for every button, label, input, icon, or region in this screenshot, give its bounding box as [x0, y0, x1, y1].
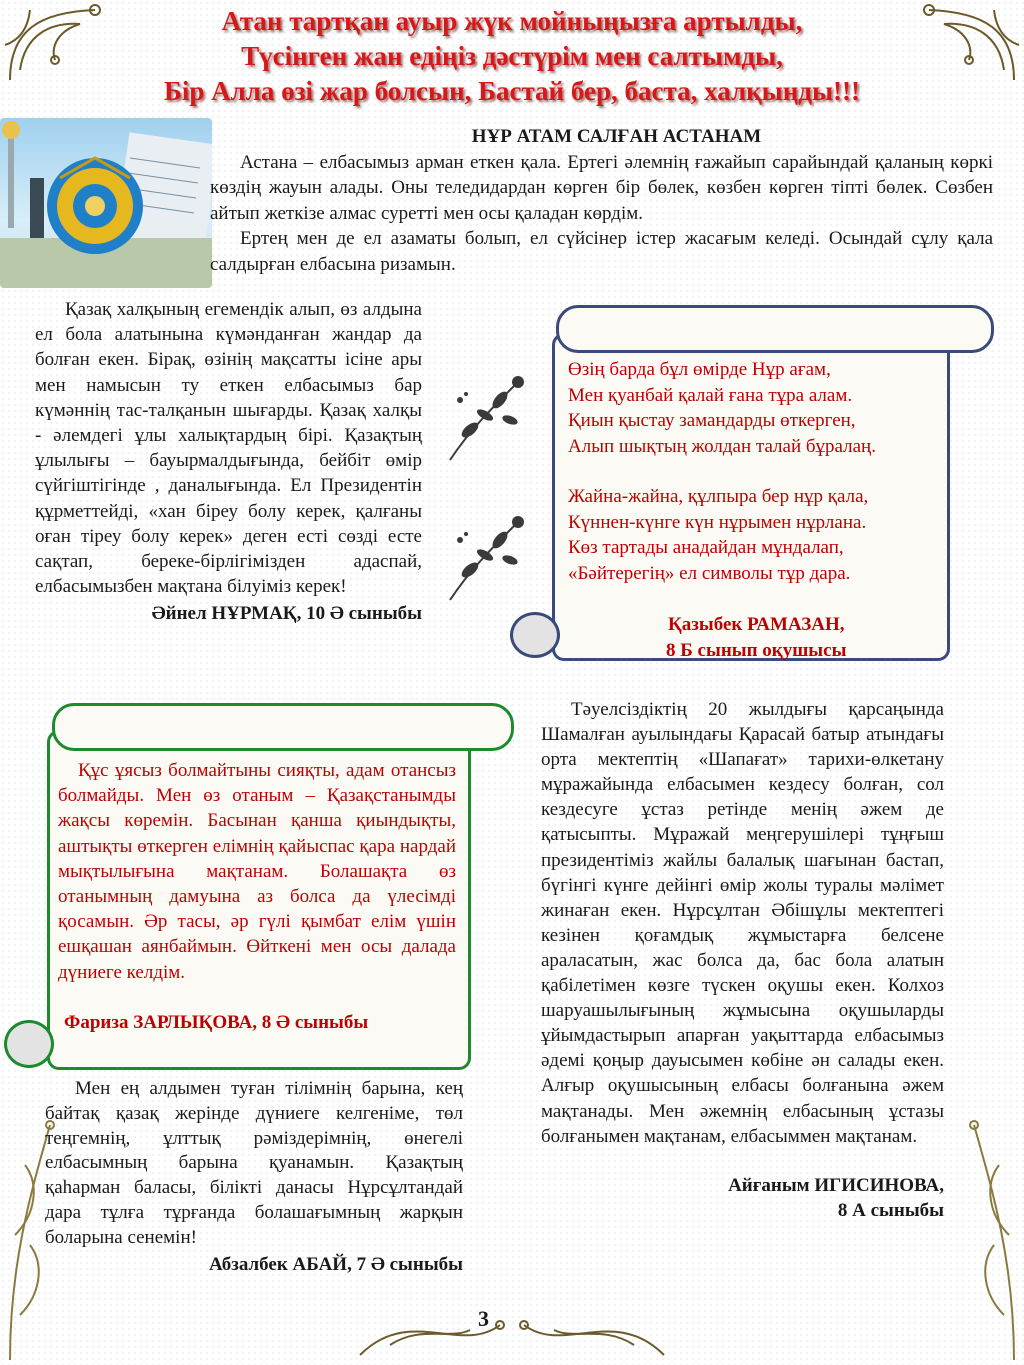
- article-paragraph: Ертең мен де ел азаматы болып, ел сүйсінер істер жасағым келеді. Осындай сұлу қала салдырған елбасына ризамын.: [210, 228, 993, 275]
- poem-signature: Қазыбек РАМАЗАН,: [668, 614, 845, 635]
- article-astana: [210, 124, 993, 277]
- article-paragraph: Құс ұясыз болмайтыны сияқты, адам отансыз болмайды. Мен өз отаным – Қазақстанымды жақсы көремін. Басынан қанша қиындықты, аштықты өткерген елімнің қайыспас қара нардай мықтылығына мақтанам. Болашақта өз отанымның дамуына аз болса да үлесімді қосамын. Әр тасы, әр гүлі қымбат елім үшін ешқашан аянбаймын. Өйткені мен осы далада дүниеге келдім.: [58, 760, 456, 983]
- astana-collage-image: [0, 118, 212, 288]
- banner-line: Атан тартқан ауыр жүк мойныңызға артылды,: [221, 6, 803, 36]
- poem-line: Көз тартады анадайдан мұндалап,: [568, 537, 844, 558]
- scroll-bottom-roll: [4, 1020, 54, 1068]
- corner-ornament-icon: [964, 1115, 1024, 1365]
- scroll-top-roll: [556, 305, 994, 353]
- poem-line: Қиын қыстау замандарды өткерген,: [568, 410, 856, 431]
- banner-line: Бір Алла өзі жар болсын, Бастай бер, баста, халқыңды!!!: [163, 76, 861, 106]
- poem-line: Жайна-жайна, құлпыра бер нұр қала,: [568, 486, 869, 507]
- scroll-top-roll: [52, 703, 514, 751]
- poem-text: [568, 357, 938, 663]
- article-paragraph: Астана – елбасымыз арман еткен қала. Ертегі әлемнің ғажайып сарайындай қаланың көркі көздің жауын алады. Оны теледидардан көрген бір бөлек, көзбен көрген тіпті бөлек. Сөзбен айтып жеткізе алмас суретті мен осы қаладан көрдім.: [210, 151, 993, 224]
- corner-ornament-icon: [350, 1295, 674, 1365]
- article-sovereignty: [35, 297, 422, 627]
- poem-line: Мен қуанбай қалай ғана тұра алам.: [568, 384, 853, 406]
- banner-verse: [40, 4, 984, 109]
- article-paragraph: Мен ең алдымен туған тілімнің барына, кең байтақ қазақ жерінде дүниеге келгеніме, төл теңгемнің, ұлттық рәміздерімнің, өнегелі елбасымның барына қуанамын. Қазақтың қаһарман баласы, білікті данасы Нұрсұлтандай дара тұлға тұрғанда болашағымның жарқын боларына сенемін!: [45, 1078, 463, 1248]
- article-signature: 8 А сыныбы: [837, 1199, 944, 1221]
- poem-signature: 8 Б сынып оқушысы: [666, 639, 847, 661]
- article-signature: Фариза ЗАРЛЫҚОВА, 8 Ә сыныбы: [64, 1011, 369, 1033]
- poem-line: Өзің барда бұл өмірде Нұр ағам,: [568, 359, 831, 380]
- flower-sprig-icon: [440, 360, 530, 470]
- banner-line: Түсінген жан едіңіз дәстүрім мен салтымды,: [241, 41, 783, 71]
- scroll-bottom-roll: [510, 612, 560, 658]
- poem-line: «Бәйтерегің» ел символы тұр дара.: [568, 562, 851, 584]
- page-number: 3: [478, 1306, 489, 1331]
- flower-sprig-icon: [440, 500, 530, 610]
- poem-line: Күннен-күнге күн нұрымен нұрлана.: [568, 511, 867, 533]
- article-signature: Айғаным ИГИСИНОВА,: [728, 1174, 944, 1196]
- article-museum: [541, 697, 944, 1223]
- article-signature: Әйнел НҰРМАҚ, 10 Ә сыныбы: [151, 603, 422, 625]
- article-paragraph: Қазақ халқының егемендік алып, өз алдына ел бола алатынына күмәнданған жандар да болған екен. Бірақ, өзінің мақсатты ісіне ары мен намысын ту еткен елбасымыз бар күмәннің тас-талқанын шығарды. Қазақ халқы - әлемдегі ұлы халықтардың бірі. Қазақтың ұлылығы – бауырмалдығында, бейбіт өмір сүйгіштігінде , даналығында. Ел Президентін құрметтейді, «хан біреу болу керек, қалғаны оған тіреу болу керек» деген есті сөзді есте сақтап, береке-бірлігімізден адаспай, елбасымызбен мақтана білуіміз керек!: [35, 299, 422, 598]
- article-native-language: [45, 1077, 463, 1277]
- article-paragraph: Тәуелсіздіктің 20 жылдығы қарсаңында Шамалған ауылындағы Қарасай батыр атындағы орта мектептің «Шапағат» тарихи-өлкетану мұражайында елбасымен кездесу болған, сол кездесуге ұстаз ретінде менің әжем де қатысыпты. Мұражай меңгерушілері тұңғыш президентіміз жайлы балалық шағынан бастап, бүгінгі күнге дейінгі өмір жолы туралы мәлімет жинаған екен. Нұрсұлтан Әбішұлы мектептегі кезінен қоғамдық жұмыстарға белсене араласатын, жас болса да, бас бола алатын қабілетімен көзге түскен оқушы екен. Колхоз шаруашылығының жұмысына оқушыларды ұйымдастырып апарған уақыттарда елбасымыз әдемі қоңыр дауысымен көбіне ән салады екен. Алғыр оқушысының елбасы болғанына әжем мақтанады. Мен әжемнің елбасының ұстазы болғанымен мақтанам, елбасыммен мақтанам.: [541, 699, 944, 1147]
- poem-line: Алып шықтың жолдан талай бұралаң.: [568, 435, 876, 457]
- homeland-text: [58, 758, 456, 1035]
- article-signature: Абзалбек АБАЙ, 7 Ә сыныбы: [208, 1253, 463, 1275]
- article-title: НҰР АТАМ САЛҒАН АСТАНАМ: [471, 126, 762, 147]
